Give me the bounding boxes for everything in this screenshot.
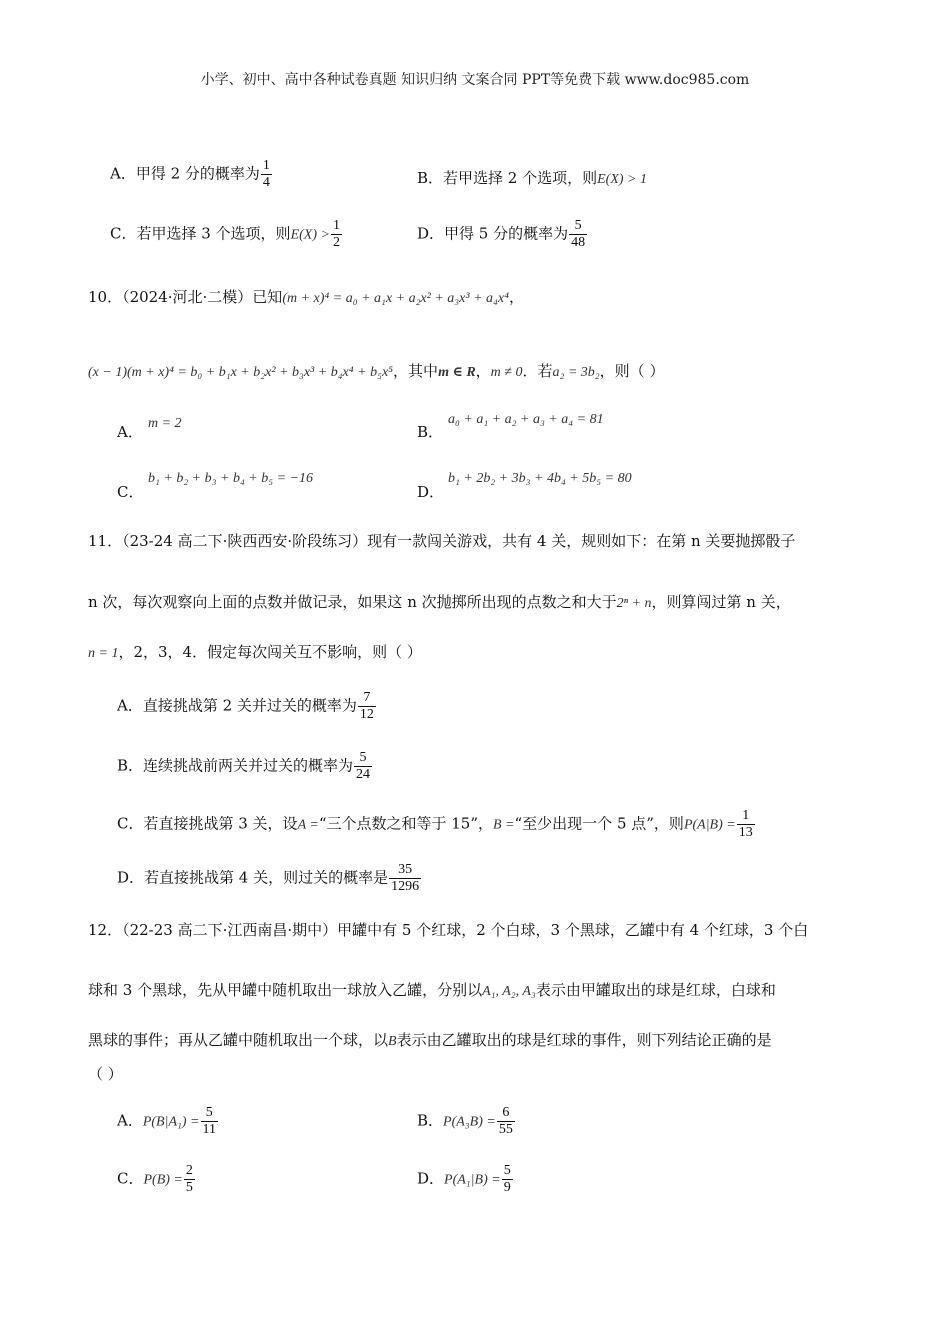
q12-stem-line3: 黑球的事件；再从乙罐中随机取出一个球，以B表示由乙罐取出的球是红球的事件，则下列结论正确的是 xyxy=(88,1031,772,1049)
q9-option-a-text: A．甲得 2 分的概率为 xyxy=(110,164,260,183)
q9-option-d-text: D．甲得 5 分的概率为 xyxy=(417,224,569,243)
q12-option-a-fraction: $\frac{5}{11}$ xyxy=(202,1105,216,1137)
q10-option-d-math: b₁ + 2b₂ + 3b₃ + 4b₄ + 5b₅ = 80 xyxy=(448,471,632,486)
q12-stem-line1: 12．（22-23 高二下·江西南昌·期中）甲罐中有 5 个红球，2 个白球，3 个黑球，乙罐中有 4 个红球，3 个白 xyxy=(88,921,809,939)
q10-option-c: C． xyxy=(117,483,144,501)
q11-option-a-fraction: $\frac{7}{12}$ xyxy=(359,690,374,722)
q9-option-c xyxy=(110,218,343,251)
q10-m-ne-0: m ≠ 0 xyxy=(490,365,523,380)
q12-stem-line4: （ ） xyxy=(88,1065,123,1083)
q9-option-d xyxy=(417,218,588,251)
q10-eq2: (x − 1)(m + x)⁴ = b₀ + b₁x + b₂x² + b₃x³ + b₄x⁴ + b₅x⁵ xyxy=(88,365,394,380)
q10-stem-line1: 10．（2024·河北·二模）已知(m + x)⁴ = a₀ + a₁x + a₂x² + a₃x³ + a₄x⁴， xyxy=(88,288,524,306)
q10-eq1: (m + x)⁴ = a₀ + a₁x + a₂x² + a₃x³ + a₄x⁴ xyxy=(282,291,509,306)
q10-option-a: A． xyxy=(117,423,143,441)
q11-stem-line2: n 次，每次观察向上面的点数并做记录，如果这 n 次抛掷所出现的点数之和大于2ⁿ + n，则算闯过第 n 关， xyxy=(88,593,791,611)
q12-option-c-fraction: $\frac{2}{5}$ xyxy=(185,1163,193,1195)
q11-option-b: B．连续挑战前两关并过关的概率为 $\frac{5}{24}$ xyxy=(117,750,371,782)
q10-m-in-r: m ∈ R xyxy=(438,365,476,380)
q10-option-d: D． xyxy=(417,483,445,501)
q11-threshold: 2ⁿ + n xyxy=(616,596,652,611)
q12-option-b-fraction: $\frac{6}{55}$ xyxy=(498,1105,513,1137)
q11-option-c-fraction: $\frac{1}{13}$ xyxy=(738,808,753,840)
q9-option-b-text: B．若甲选择 2 个选项，则 xyxy=(417,169,598,187)
q12-option-d-fraction: $\frac{5}{9}$ xyxy=(503,1163,511,1195)
q11-option-d-fraction: $\frac{35}{1296}$ xyxy=(391,862,420,894)
q12-events-a: A₁, A₂, A₃ xyxy=(482,984,536,999)
q12-option-c: C．P(B) = $\frac{2}{5}$ xyxy=(117,1163,193,1195)
q9-option-b-math: E(X) > 1 xyxy=(597,172,647,187)
q9-option-c-text: C．若甲选择 3 个选项，则 xyxy=(110,224,291,243)
q11-stem-line1: 11．（23-24 高二下·陕西西安·阶段练习）现有一款闯关游戏，共有 4 关，规则如下：在第 n 关要抛掷骰子 xyxy=(88,532,796,550)
q10-option-b: B． xyxy=(417,423,444,441)
q9-option-a xyxy=(110,158,273,191)
q9-option-c-math: E(X) > xyxy=(290,227,330,243)
q11-option-a: A．直接挑战第 2 关并过关的概率为 $\frac{7}{12}$ xyxy=(117,690,374,722)
q12-stem-line2: 球和 3 个黑球，先从甲罐中随机取出一球放入乙罐，分别以A₁, A₂, A₃表示由甲罐取出的球是红球，白球和 xyxy=(88,981,776,999)
q12-option-d: D．P(A₁|B) = $\frac{5}{9}$ xyxy=(417,1163,511,1195)
q11-option-c: C．若直接挑战第 3 关，设A =“三个点数之和等于 15”，B =“至少出现一个 5 点”，则P(A|B) = $\frac{1}{13}$ xyxy=(117,808,753,840)
q11-stem-line3: n = 1，2，3，4．假定每次闯关互不影响，则（ ） xyxy=(88,643,422,661)
q12-option-a: A．P(B|A₁) = $\frac{5}{11}$ xyxy=(117,1105,216,1137)
q12-option-b: B．P(A₃B) = $\frac{6}{55}$ xyxy=(417,1105,513,1137)
q9-option-b xyxy=(417,168,647,190)
q9-option-a-fraction: $\frac{1}{4}$ xyxy=(262,158,270,190)
q10-condition: a₂ = 3b₂ xyxy=(552,365,600,380)
q10-head: 10．（2024·河北·二模）已知 xyxy=(88,288,283,306)
q9-option-d-fraction: $\frac{5}{48}$ xyxy=(571,218,586,250)
q10-option-b-math: a₀ + a₁ + a₂ + a₃ + a₄ = 81 xyxy=(448,412,604,427)
q10-option-c-math: b₁ + b₂ + b₃ + b₄ + b₅ = −16 xyxy=(148,471,314,486)
q9-option-c-fraction: $\frac{1}{2}$ xyxy=(332,218,340,250)
q12-event-b: B xyxy=(388,1034,397,1049)
page-header: 小学、初中、高中各种试卷真题 知识归纳 文案合同 PPT等免费下载 www.doc985.com xyxy=(200,72,750,88)
q11-n-equals-1: n = 1 xyxy=(88,646,119,661)
q10-stem-line2: (x − 1)(m + x)⁴ = b₀ + b₁x + b₂x² + b₃x³ + b₄x⁴ + b₅x⁵，其中m ∈ R，m ≠ 0．若a₂ = 3b₂，则（ ） xyxy=(88,362,665,380)
q11-option-b-fraction: $\frac{5}{24}$ xyxy=(356,750,371,782)
q11-option-d: D．若直接挑战第 4 关，则过关的概率是 $\frac{35}{1296}$ xyxy=(117,862,420,894)
q10-option-a-math: m = 2 xyxy=(148,416,182,431)
